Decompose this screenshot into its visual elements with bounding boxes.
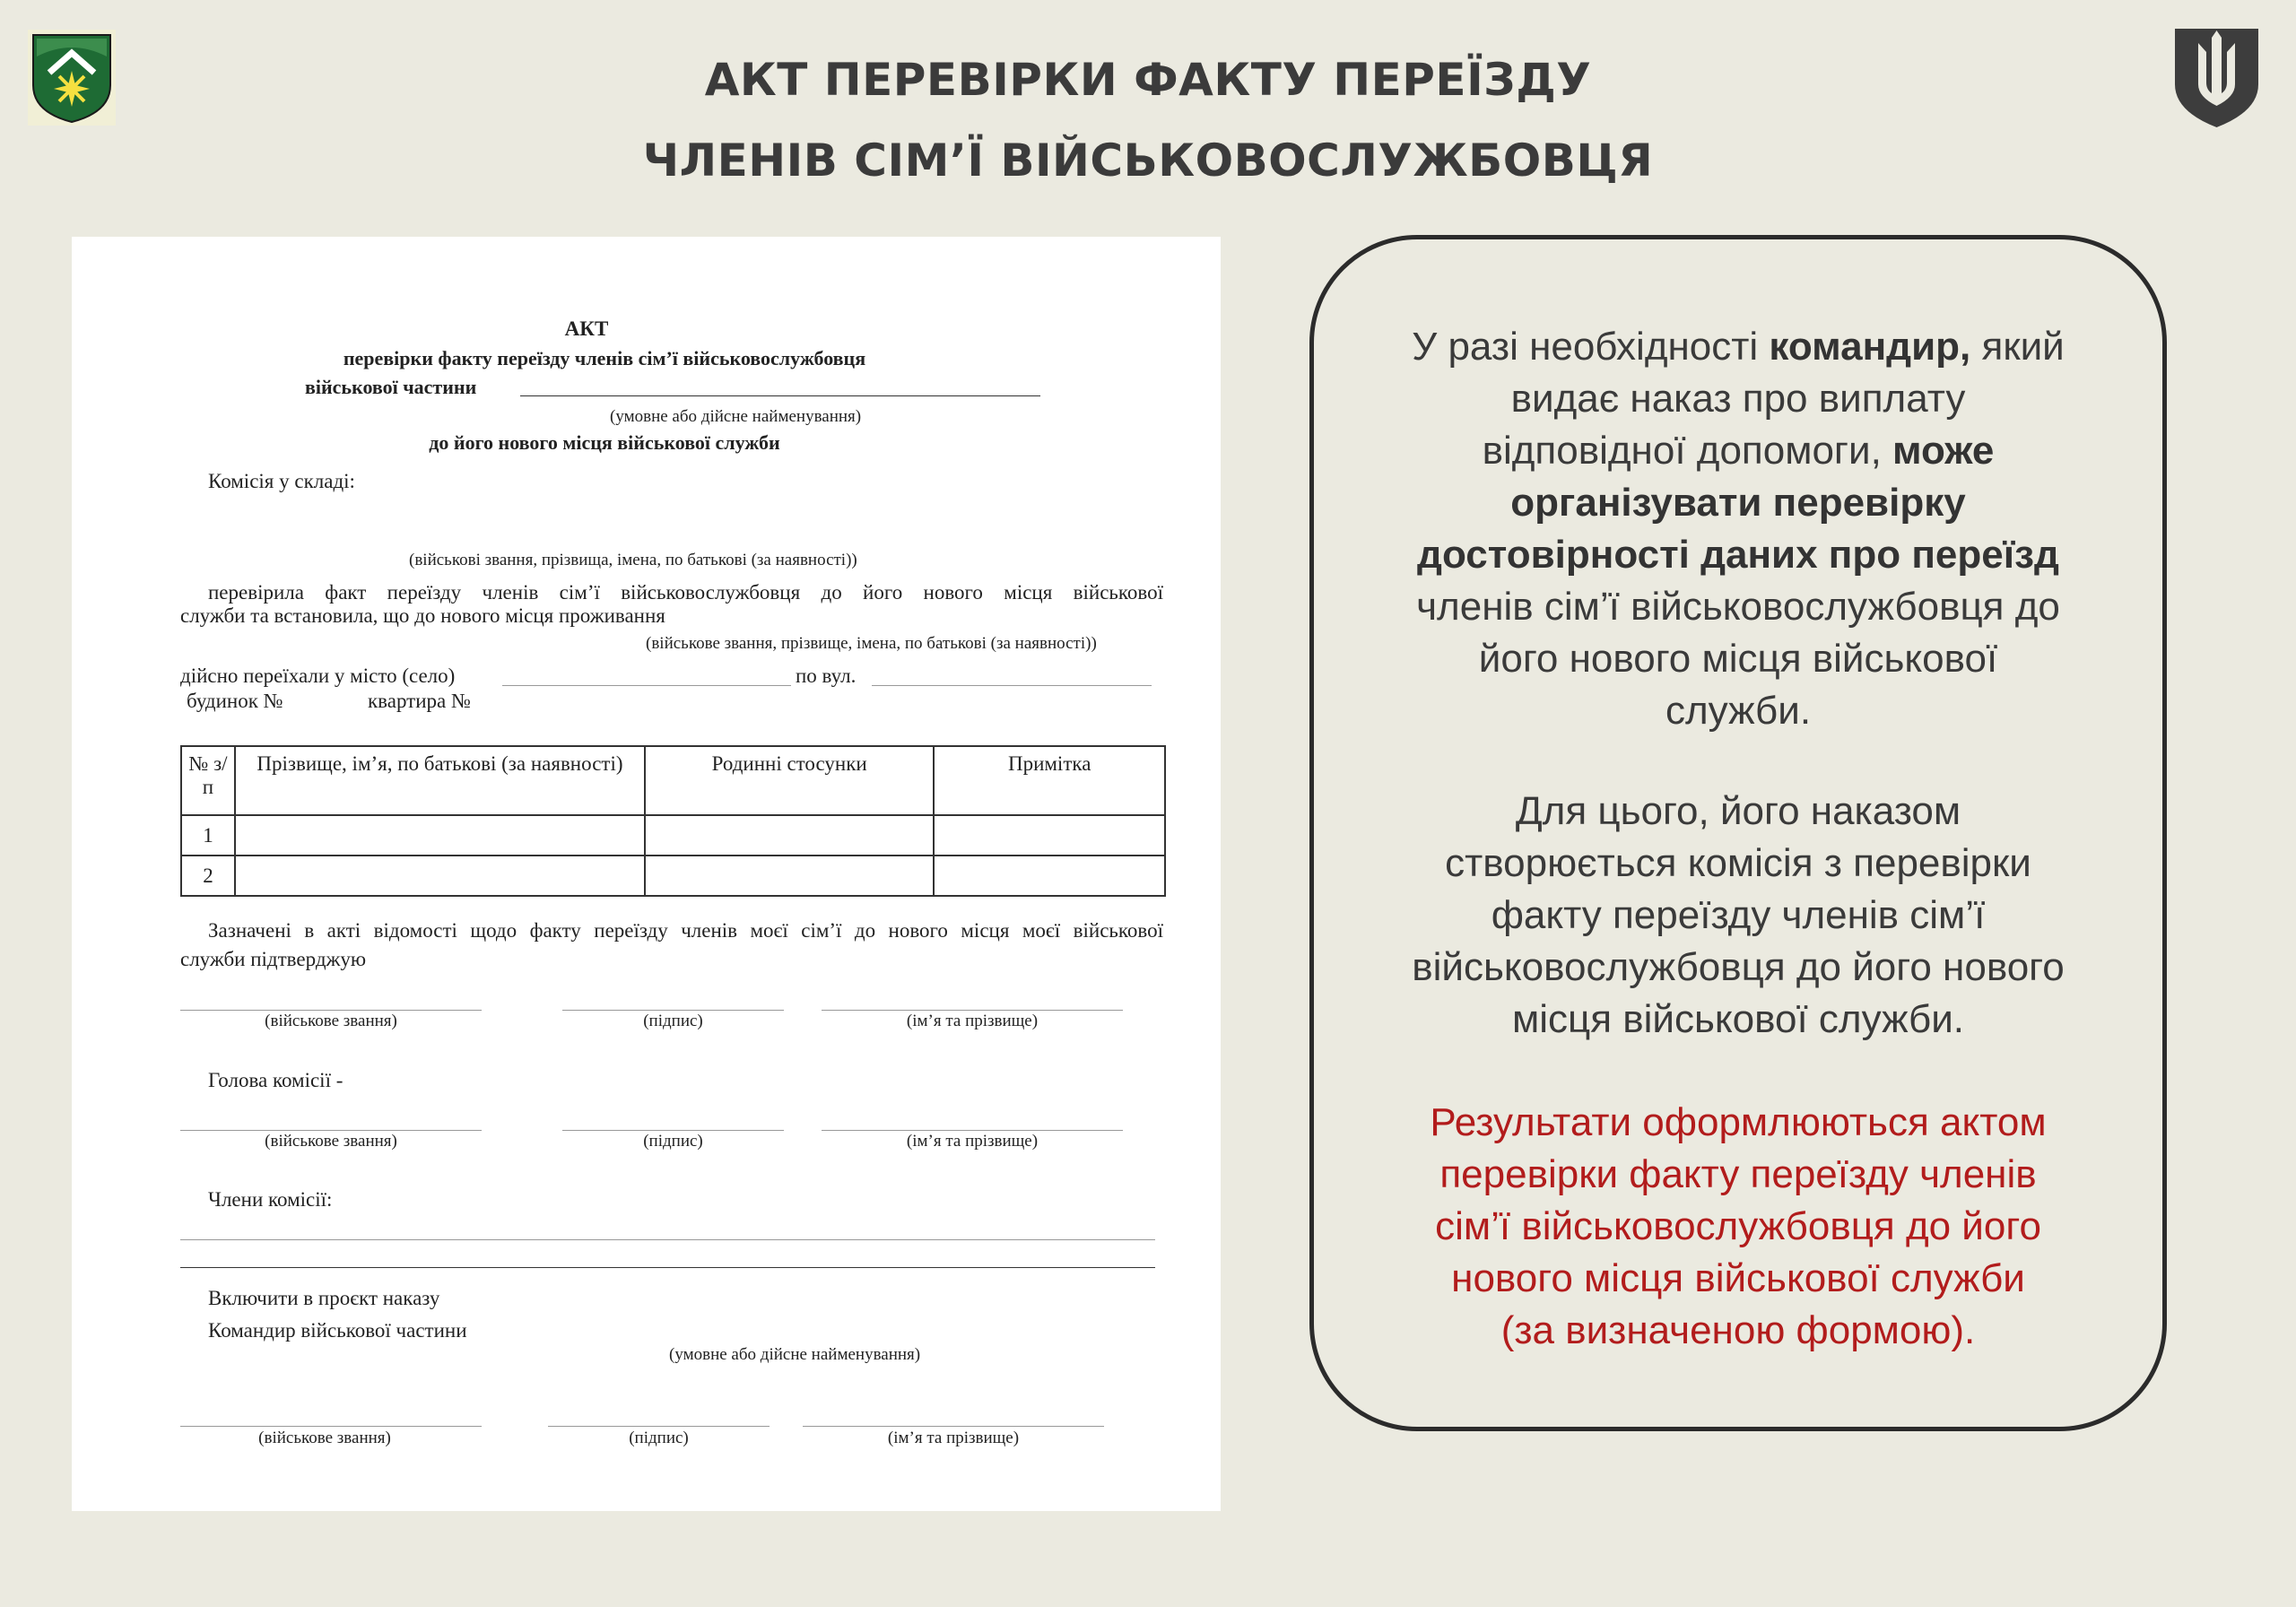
info-p3-line-4: нового місця військової служби: [1451, 1256, 2025, 1300]
table-cell-name: [235, 815, 645, 856]
table-row: [181, 856, 1165, 896]
unit-label: військової частини: [305, 376, 477, 398]
rank-caption: (військове звання): [265, 1012, 397, 1030]
include-label: Включити в проєкт наказу: [208, 1287, 440, 1309]
signature-line: [562, 1130, 784, 1131]
moved-label: дійсно переїхали у місто (село): [180, 665, 456, 687]
info-p2-line-4: військовослужбовця до його нового: [1412, 945, 2065, 989]
info-p2-line-5: місця військової служби.: [1511, 997, 1965, 1041]
info-paragraph-3: [1318, 1097, 2158, 1357]
table-cell-name: [235, 856, 645, 896]
street-label: по вул.: [796, 665, 857, 687]
confirm-line-1: Зазначені в акті відомості щодо факту переїзду членів моєї сім’ї до нового місця моєї військової: [208, 919, 1163, 942]
info-p3-line-1: Результати оформлюються актом: [1430, 1100, 2047, 1144]
info-p1-line-6: членів сім’ї військовослужбовця до: [1416, 585, 2060, 629]
info-p1-text: відповідної допомоги,: [1482, 429, 1893, 473]
table-cell-note: [934, 856, 1165, 896]
info-p3-line-5: (за визначеною формою).: [1500, 1308, 1976, 1352]
name-caption: (ім’я та прізвище): [887, 1429, 1020, 1447]
signature-line: [562, 1010, 784, 1011]
table-cell-note: [934, 815, 1165, 856]
signature-caption: (підпис): [643, 1132, 703, 1151]
page-title-line-2: ЧЛЕНІВ СІМ’Ї ВІЙСЬКОВОСЛУЖБОВЦЯ: [642, 135, 1654, 187]
verified-caption: (військове звання, прізвище, імена, по батькові (за наявності)): [646, 634, 1097, 653]
commission-label: Комісія у складі:: [208, 470, 355, 492]
info-p1-line-2: видає наказ про виплату: [1510, 377, 1966, 421]
info-p1-line-8: служби.: [1665, 689, 1812, 733]
apartment-label: квартира №: [368, 690, 471, 712]
signature-caption: (підпис): [643, 1012, 703, 1030]
house-label: будинок №: [187, 690, 283, 712]
info-p1-line-4: організувати перевірку: [1510, 481, 1966, 525]
info-p3-line-2: перевірки факту переїзду членів: [1439, 1152, 2037, 1196]
table-cell-number: 2: [181, 856, 235, 896]
info-p1-text: який: [1970, 325, 2065, 369]
signature-line: [548, 1426, 770, 1427]
unit-caption: (умовне або дійсне найменування): [610, 407, 862, 426]
info-p1-line-7: його нового місця військової: [1478, 637, 1998, 681]
rank-caption: (військове звання): [265, 1132, 397, 1151]
members-line-1: [180, 1239, 1155, 1240]
info-p1-line-1: [1318, 321, 2158, 373]
info-paragraph-2: [1318, 786, 2158, 1046]
page-title-line-1: АКТ ПЕРЕВІРКИ ФАКТУ ПЕРЕЇЗДУ: [704, 54, 1592, 106]
unit-underline: [520, 395, 1040, 396]
rank-line: [180, 1426, 482, 1427]
verified-line-1: перевірила факт переїзду членів сім’ї військовослужбовця до його нового місця військової: [208, 581, 1163, 604]
table-cell-number: 1: [181, 815, 235, 856]
table-header-number: № з/п: [181, 746, 235, 815]
form-subtitle: перевірки факту переїзду членів сім’ї військовослужбовця: [343, 347, 866, 369]
info-p1-line-5: достовірності даних про переїзд: [1417, 533, 2059, 577]
form-subtitle-2: до його нового місця військової служби: [429, 431, 780, 454]
table-cell-relation: [645, 815, 934, 856]
ministry-of-defence-trident-emblem-icon: [2171, 25, 2262, 131]
info-p3-line-3: сім’ї військовослужбовця до його: [1435, 1204, 2041, 1248]
info-p1-line-3: [1318, 425, 2158, 477]
commander-label: Командир військової частини: [208, 1319, 467, 1342]
name-caption: (ім’я та прізвище): [906, 1012, 1039, 1030]
name-line: [822, 1010, 1123, 1011]
table-header-relation: Родинні стосунки: [645, 746, 934, 815]
info-p2-line-1: Для цього, його наказом: [1515, 789, 1961, 833]
table-header-note: Примітка: [934, 746, 1165, 815]
name-caption: (ім’я та прізвище): [906, 1132, 1039, 1151]
verified-line-2: служби та встановила, що до нового місця проживання: [180, 604, 665, 627]
name-line: [803, 1426, 1104, 1427]
signature-caption: (підпис): [629, 1429, 689, 1447]
commander-caption: (умовне або дійсне найменування): [669, 1345, 921, 1364]
info-p1-bold: командир,: [1769, 325, 1971, 369]
rank-line: [180, 1130, 482, 1131]
info-p1-text: У разі необхідності: [1412, 325, 1770, 369]
members-label: Члени комісії:: [208, 1188, 333, 1211]
table-row: [181, 815, 1165, 856]
military-unit-shield-emblem-icon: [28, 30, 116, 126]
chair-label: Голова комісії -: [208, 1069, 344, 1091]
members-line-2: [180, 1267, 1155, 1268]
name-line: [822, 1130, 1123, 1131]
table-header-name: Прізвище, ім’я, по батькові (за наявності): [235, 746, 645, 815]
street-line: [872, 685, 1152, 686]
rank-caption: (військове звання): [258, 1429, 391, 1447]
family-members-table: [180, 745, 1166, 897]
info-paragraph-1: [1318, 321, 2158, 737]
city-line: [502, 685, 791, 686]
confirm-line-2: служби підтверджую: [180, 948, 367, 970]
form-title: АКТ: [564, 317, 609, 340]
info-p2-line-3: факту переїзду членів сім’ї: [1491, 893, 1986, 937]
table-cell-relation: [645, 856, 934, 896]
commission-caption: (військові звання, прізвища, імена, по батькові (за наявності)): [409, 551, 857, 569]
act-form-document: [72, 237, 1221, 1511]
info-p1-bold: може: [1892, 429, 1995, 473]
info-p2-line-2: створюється комісія з перевірки: [1445, 841, 2031, 885]
rank-line: [180, 1010, 482, 1011]
